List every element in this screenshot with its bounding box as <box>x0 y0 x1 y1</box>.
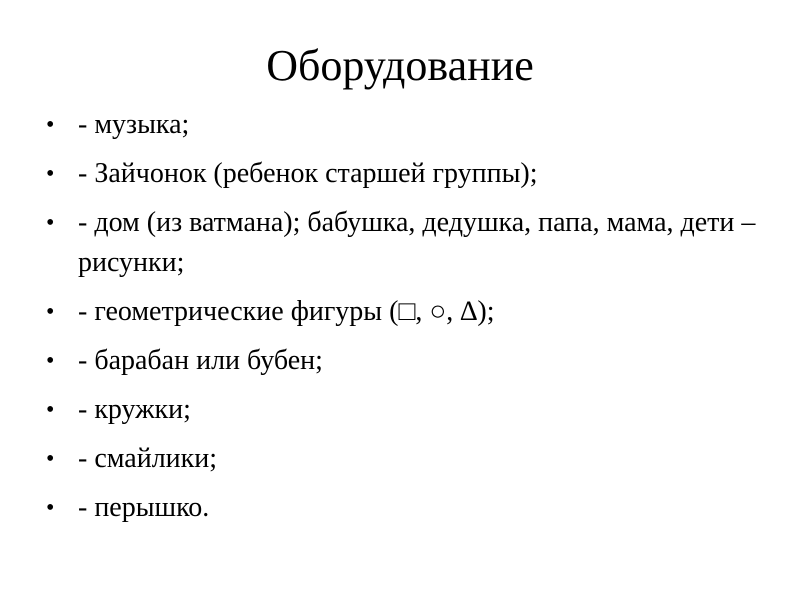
bullet-icon: • <box>46 299 55 325</box>
list-item <box>40 439 760 479</box>
bullet-icon: • <box>46 495 55 521</box>
list-item <box>40 154 760 194</box>
list-item <box>40 341 760 381</box>
list-item-text: - Зайчонок (ребенок старшей группы); <box>78 158 538 189</box>
list-item-text: - геометрические фигуры (□, ○, ∆); <box>78 296 495 327</box>
list-item <box>40 203 760 283</box>
list-item <box>40 390 760 430</box>
bullet-icon: • <box>46 161 55 187</box>
list-item-text: - барабан или бубен; <box>78 345 323 376</box>
bullet-icon: • <box>46 397 55 423</box>
list-item-text: - музыка; <box>78 109 190 140</box>
list-item-text: - кружки; <box>78 394 191 425</box>
bullet-icon: • <box>46 348 55 374</box>
slide-title: Оборудование <box>266 41 534 90</box>
list-item-text: - перышко. <box>78 492 210 523</box>
bullet-list <box>40 105 760 537</box>
list-item <box>40 488 760 528</box>
list-item <box>40 105 760 145</box>
list-item-text: - смайлики; <box>78 443 218 474</box>
bullet-icon: • <box>46 112 55 138</box>
list-item <box>40 292 760 332</box>
list-item-text: - дом (из ватмана); бабушка, дедушка, папа, мама, дети – рисунки; <box>78 207 756 278</box>
bullet-icon: • <box>46 446 55 472</box>
bullet-icon: • <box>46 210 55 236</box>
